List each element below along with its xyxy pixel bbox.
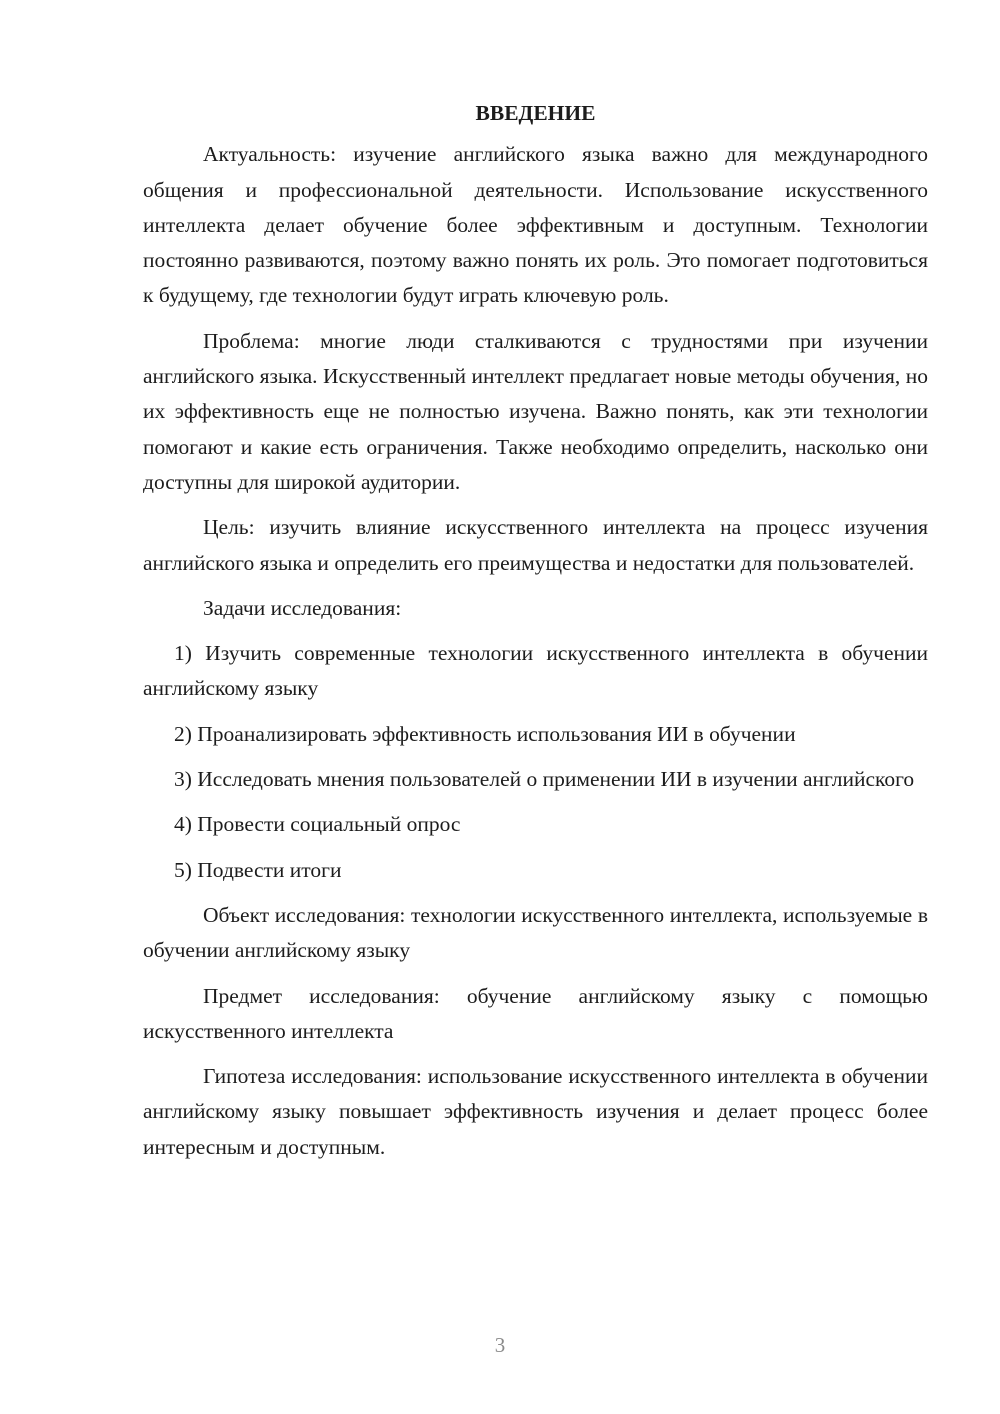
object-paragraph: Объект исследования: технологии искусственного интеллекта, используемые в обучении английскому языку [143, 902, 928, 963]
relevance-paragraph: Актуальность: изучение английского языка важно для международного общения и профессиональной деятельности. Использование искусственного интеллекта делает обучение более эффективным и доступным. Технологии постоянно развиваются, поэтому важно понять их роль. Это помогает подготовиться к будущему, где технологии будут играть ключевую роль. [143, 142, 928, 308]
tasks-heading: Задачи исследования: [203, 595, 402, 620]
task-item: 4) Провести социальный опрос [174, 812, 461, 837]
document-page [143, 96, 928, 1175]
hypothesis-paragraph: Гипотеза исследования: использование искусственного интеллекта в обучении английскому языку повышает эффективность изучения и делает процесс более интересным и доступным. [143, 1064, 928, 1159]
task-item: 2) Проанализировать эффективность использования ИИ в обучении [174, 721, 796, 746]
tasks-list [143, 636, 928, 888]
goal-paragraph: Цель: изучить влияние искусственного интеллекта на процесс изучения английского языка и определить его преимущества и недостатки для пользователей. [143, 515, 928, 575]
problem-paragraph: Проблема: многие люди сталкиваются с трудностями при изучении английского языка. Искусственный интеллект предлагает новые методы обучения, но их эффективность еще не полностью изучена. Важно понять, как эти технологии помогают и какие есть ограничения. Также необходимо определить, насколько они доступны для широкой аудитории. [143, 328, 928, 494]
page-number: 3 [494, 1333, 506, 1357]
page-title: ВВЕДЕНИЕ [475, 101, 596, 125]
subject-paragraph: Предмет исследования: обучение английскому языку с помощью искусственного интеллекта [143, 983, 928, 1043]
task-item: 3) Исследовать мнения пользователей о применении ИИ в изучении английского [174, 767, 915, 792]
task-item: 5) Подвести итоги [174, 857, 342, 882]
task-item: 1) Изучить современные технологии искусственного интеллекта в обучении английскому языку [143, 641, 928, 701]
